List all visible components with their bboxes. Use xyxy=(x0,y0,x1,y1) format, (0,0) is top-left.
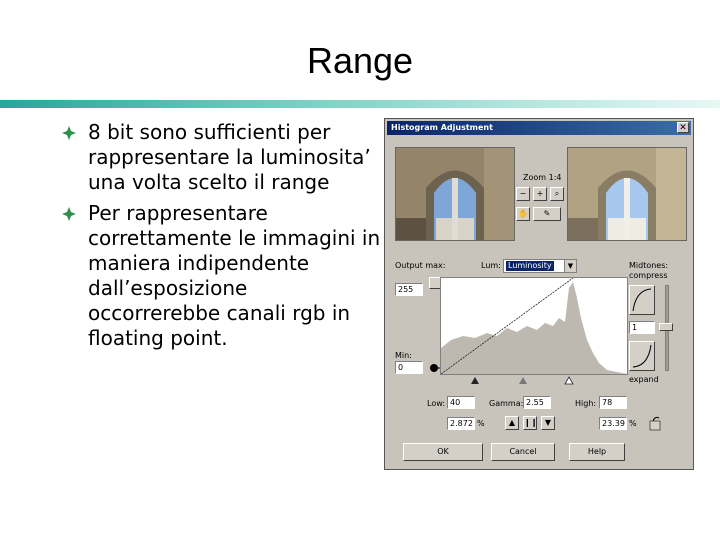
triangle-down-icon: ▼ xyxy=(544,418,552,427)
preview-before xyxy=(395,147,515,241)
compress-label: compress xyxy=(629,271,668,280)
low-percent-sign: % xyxy=(477,419,485,428)
hand-tool-button[interactable] xyxy=(516,207,530,221)
chevron-down-icon: ▼ xyxy=(564,260,576,272)
diamond-bullet-icon xyxy=(62,207,76,221)
output-max-field[interactable]: 255 xyxy=(395,283,423,296)
preview-after xyxy=(567,147,687,241)
cancel-button[interactable]: Cancel xyxy=(491,443,555,461)
arrow-down-button[interactable] xyxy=(541,416,555,430)
compress-button[interactable] xyxy=(629,285,655,315)
ok-button[interactable]: OK xyxy=(403,443,483,461)
low-label: Low: xyxy=(427,399,446,408)
zoom-in-button[interactable] xyxy=(550,187,564,201)
histogram-graph xyxy=(441,278,627,374)
zoom-out-icon: − xyxy=(519,189,527,198)
pause-button[interactable] xyxy=(523,416,537,430)
reset-icon[interactable] xyxy=(649,415,663,431)
high-field[interactable]: 78 xyxy=(599,396,627,409)
midtone-field[interactable]: 1 xyxy=(629,321,655,334)
bullet-text: 8 bit sono sufficienti per rappresentare la luminosita’ una volta scelto il range xyxy=(88,120,371,194)
low-percent-field[interactable]: 2.872 xyxy=(447,417,475,430)
dialog-titlebar[interactable] xyxy=(387,121,691,135)
triangle-up-icon: ▲ xyxy=(508,418,516,427)
channel-select[interactable] xyxy=(503,259,577,273)
lum-label: Lum: xyxy=(481,261,501,270)
close-button[interactable] xyxy=(677,122,689,133)
histogram-dialog xyxy=(384,118,694,470)
diamond-bullet-icon xyxy=(62,126,76,140)
arch-photo-icon xyxy=(568,148,686,240)
bullet-item xyxy=(62,201,382,351)
close-icon: ✕ xyxy=(679,123,687,133)
title-divider xyxy=(0,100,720,108)
eyedropper-button[interactable] xyxy=(533,207,561,221)
compress-curve-icon xyxy=(630,286,654,314)
expand-curve-icon xyxy=(630,342,654,370)
help-button[interactable]: Help xyxy=(569,443,625,461)
hand-icon: ✋ xyxy=(518,209,528,218)
zoom-label: Zoom 1:4 xyxy=(523,173,562,182)
expand-button[interactable] xyxy=(629,341,655,371)
channel-selected: Luminosity xyxy=(508,261,552,270)
arch-photo-icon xyxy=(396,148,514,240)
output-max-label: Output max: xyxy=(395,261,446,270)
histogram-plot[interactable] xyxy=(440,277,628,375)
gamma-field[interactable]: 2.55 xyxy=(523,396,551,409)
zoom-fit-button[interactable] xyxy=(533,187,547,201)
high-label: High: xyxy=(575,399,597,408)
zoom-out-button[interactable] xyxy=(516,187,530,201)
min-label: Min: xyxy=(395,351,412,360)
low-field[interactable]: 40 xyxy=(447,396,475,409)
magnifier-icon: ⌕ xyxy=(554,189,560,198)
midtones-label: Midtones: xyxy=(629,261,669,270)
expand-label: expand xyxy=(629,375,659,384)
bars-icon: ❙❙ xyxy=(524,418,538,427)
midtone-thumb[interactable] xyxy=(659,323,673,331)
min-field[interactable]: 0 xyxy=(395,361,423,374)
slide-title: Range xyxy=(306,40,414,81)
dialog-title: Histogram Adjustment xyxy=(391,123,493,132)
gamma-label: Gamma: xyxy=(489,399,524,408)
plus-icon: + xyxy=(536,189,544,198)
high-percent-sign: % xyxy=(629,419,637,428)
eyedropper-icon: ✎ xyxy=(543,209,551,218)
bullet-text: Per rappresentare correttamente le immagini in maniera indipendente dall’esposizione occorrerebbe canali rgb in floating point. xyxy=(88,201,381,350)
bullet-item xyxy=(62,120,382,195)
high-percent-field[interactable]: 23.39 xyxy=(599,417,627,430)
level-sliders[interactable] xyxy=(469,376,629,386)
bullet-list xyxy=(62,120,382,357)
arrow-up-button[interactable] xyxy=(505,416,519,430)
